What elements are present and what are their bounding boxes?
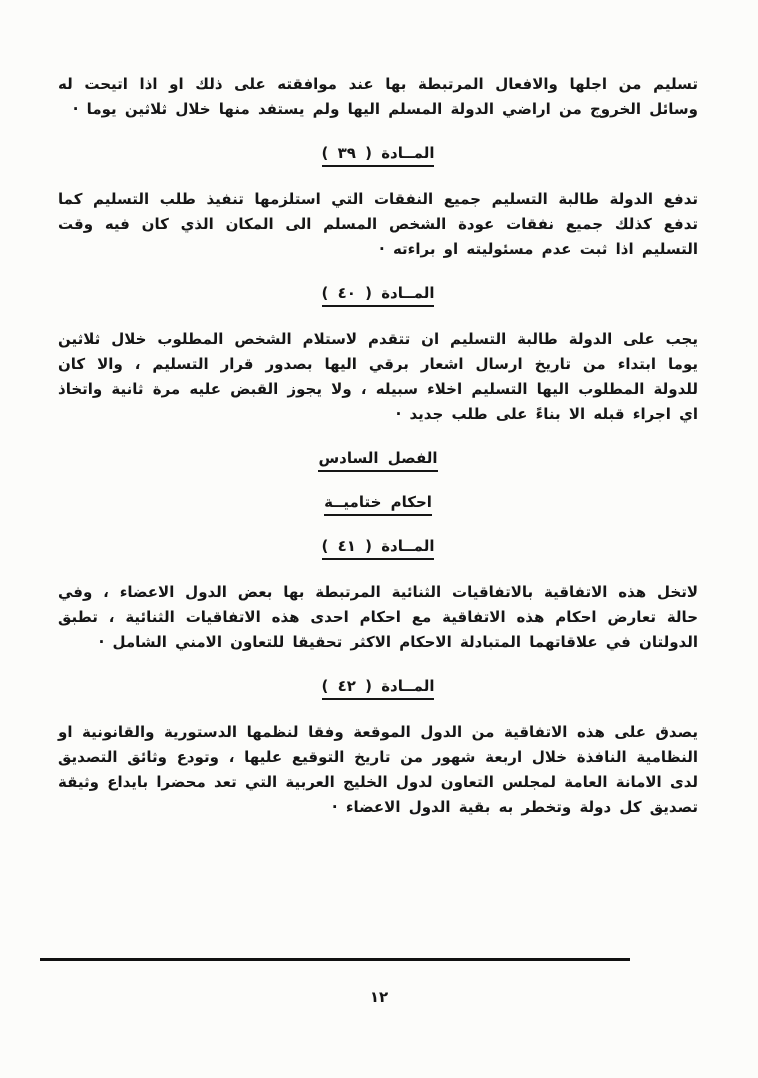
article-42-body: يصدق على هذه الاتفاقية من الدول الموقعة وفقا لنظمها الدستورية والقانونية او النظامية النافذة خلال اربعة شهور من تاريخ التوقيع عليها ، وتودع وثائق التصديق لدى الامانة العامة لمجلس التعاون لدول الخليج العربية التي تعد محضرا بايداع وثيقة تصديق كل دولة وتخطر به بقية الدول الاعضاء · [58,723,698,816]
chapter-heading [58,448,698,468]
continued-paragraph: تسليم من اجلها والافعال المرتبطة بها عند موافقته على ذلك او اذا اتيحت له وسائل الخروج من اراضي الدولة المسلم اليها ولم يستفد منها خلال ثلاثين يوما · [58,75,698,118]
chapter-heading-text: الفصل السادس [318,449,437,472]
article-39-body: تدفع الدولة طالبة التسليم جميع النفقات التي استلزمها تنفيذ طلب التسليم كما تدفع كذلك جميع نفقات عودة الشخص المسلم الى المكان الذي كان فيه وقت التسليم اذا ثبت عدم مسئوليته او براءته · [58,190,698,258]
article-41-heading [58,536,698,556]
article-40-heading [58,283,698,303]
article-41-heading-text: المــادة ( ٤١ ) [322,537,435,560]
article-39-heading-text: المــادة ( ٣٩ ) [322,144,435,167]
chapter-subheading-text: احكام ختاميــة [324,493,432,516]
article-40-body: يجب على الدولة طالبة التسليم ان تتقدم لاستلام الشخص المطلوب خلال ثلاثين يوما ابتداء من تاريخ ارسال اشعار برقي اليها بصدور قرار التسليم ، والا كان للدولة المطلوب اليها التسليم اخلاء سبيله ، ولا يجوز القبض عليه مرة ثانية واتخاذ اي اجراء قبله الا بناءً على طلب جديد · [58,330,698,423]
article-39-heading [58,143,698,163]
article-42-heading-text: المــادة ( ٤٢ ) [322,677,435,700]
page-number: ١٢ [369,988,389,1006]
chapter-subheading [58,492,698,512]
article-42-heading [58,676,698,696]
footer-rule [40,958,630,961]
article-40-heading-text: المــادة ( ٤٠ ) [322,284,435,307]
article-41-body: لاتخل هذه الاتفاقية بالاتفاقيات الثنائية المرتبطة بها بعض الدول الاعضاء ، وفي حالة تعارض احكام هذه الاتفاقية مع احكام احدى هذه الاتفاقيات الثنائية ، تطبق الدولتان في علاقاتهما المتبادلة الاحكام الاكثر تحقيقا للتعاون الامني الشامل · [58,583,698,651]
